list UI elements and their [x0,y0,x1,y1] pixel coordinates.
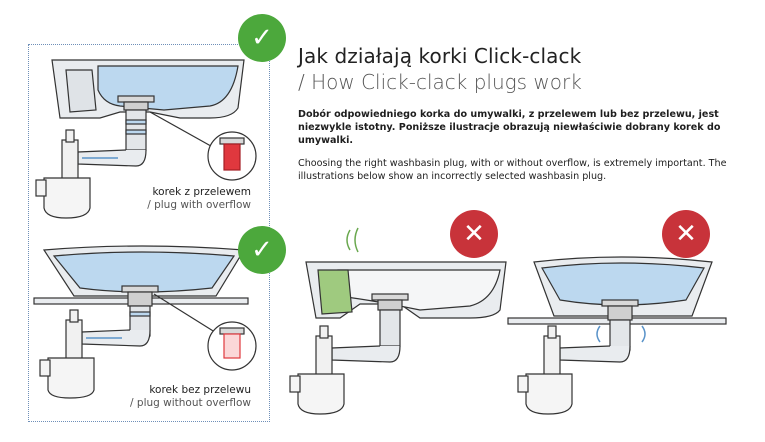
caption-english: / plug without overflow [130,397,251,409]
description-polish: Dobór odpowiedniego korka do umywalki, z przelewem lub bez przelewu, jest niezwykle istotny. Poniższe ilustracje obrazują niewłaściwie dobrany korek do umywalki. [298,109,721,146]
caption-polish: korek z przelewem [152,186,251,198]
incorrect-cross-icon: ✕ [450,210,498,258]
page-subtitle: / How Click-clack plugs work [298,70,582,94]
page-title: Jak działają korki Click-clack [298,44,582,68]
caption-plug-with-overflow [147,186,251,212]
caption-polish: korek bez przelewu [149,384,251,396]
correct-check-icon: ✓ [238,226,286,274]
caption-plug-without-overflow [130,384,251,410]
incorrect-plug-illustration-2 [508,257,726,414]
caption-english: / plug with overflow [147,199,251,211]
correct-examples-frame [28,44,270,422]
incorrect-cross-icon: ✕ [662,210,710,258]
description-english: Choosing the right washbasin plug, with or without overflow, is extremely important. The illustrations below show an incorrectly selected washbasin plug. [298,158,727,182]
correct-check-icon: ✓ [238,14,286,62]
